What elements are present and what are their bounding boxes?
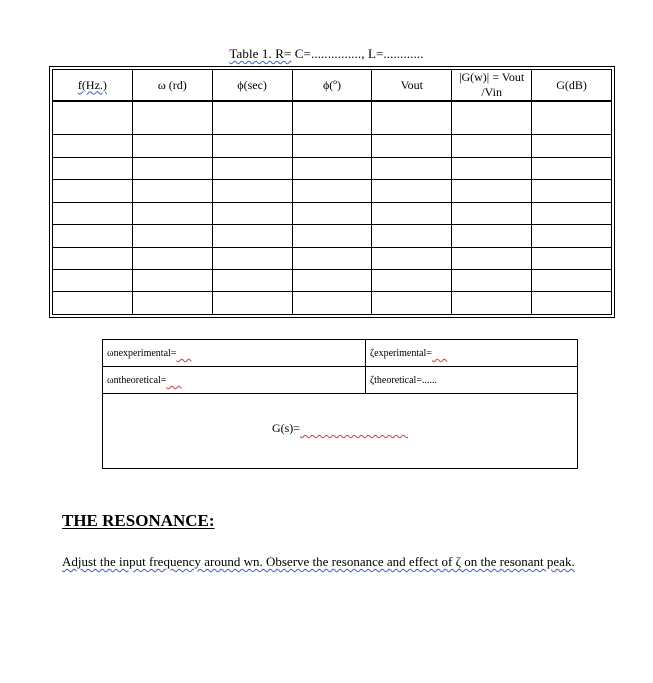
table-cell[interactable] bbox=[372, 101, 452, 135]
wn-theoretical-label: ωntheoretical= bbox=[107, 375, 167, 386]
results-box bbox=[102, 339, 578, 469]
table-cell[interactable] bbox=[292, 247, 372, 269]
table-row bbox=[53, 225, 612, 247]
table-cell[interactable] bbox=[132, 101, 212, 135]
table-cell[interactable] bbox=[452, 247, 532, 269]
table-cell[interactable] bbox=[212, 157, 292, 179]
header-omega: ω (rd) bbox=[132, 70, 212, 102]
table-cell[interactable] bbox=[212, 180, 292, 202]
table-cell[interactable] bbox=[132, 270, 212, 292]
table-cell[interactable] bbox=[212, 135, 292, 157]
table-cell[interactable] bbox=[292, 101, 372, 135]
zeta-theoretical-cell[interactable] bbox=[366, 367, 579, 393]
zeta-theoretical-label: ζtheoretical=...... bbox=[370, 375, 437, 386]
table-cell[interactable] bbox=[212, 202, 292, 224]
section-title: THE RESONANCE: bbox=[62, 511, 215, 530]
table-cell[interactable] bbox=[452, 157, 532, 179]
table-cell[interactable] bbox=[53, 101, 133, 135]
table-cell[interactable] bbox=[452, 202, 532, 224]
table-cell[interactable] bbox=[132, 180, 212, 202]
table-cell[interactable] bbox=[532, 180, 612, 202]
table-row bbox=[53, 135, 612, 157]
table-cell[interactable] bbox=[53, 135, 133, 157]
table-row bbox=[53, 247, 612, 269]
wn-experimental-cell[interactable] bbox=[103, 340, 366, 366]
table-cell[interactable] bbox=[372, 180, 452, 202]
table-cell[interactable] bbox=[372, 157, 452, 179]
table-cell[interactable] bbox=[132, 292, 212, 315]
table-cell[interactable] bbox=[372, 202, 452, 224]
table-cell[interactable] bbox=[532, 292, 612, 315]
table-cell[interactable] bbox=[53, 292, 133, 315]
table-cell[interactable] bbox=[292, 180, 372, 202]
table-cell[interactable] bbox=[212, 270, 292, 292]
header-phase-sec: ϕ(sec) bbox=[212, 70, 292, 102]
table-cell[interactable] bbox=[53, 270, 133, 292]
table-cell[interactable] bbox=[292, 202, 372, 224]
header-gain-db: G(dB) bbox=[532, 70, 612, 102]
table-cell[interactable] bbox=[53, 180, 133, 202]
table-cell[interactable] bbox=[452, 135, 532, 157]
table-cell[interactable] bbox=[132, 202, 212, 224]
table-cell[interactable] bbox=[372, 135, 452, 157]
table-cell[interactable] bbox=[292, 157, 372, 179]
table-cell[interactable] bbox=[212, 101, 292, 135]
results-row-theoretical bbox=[103, 367, 577, 394]
header-phase-deg: ϕ(º) bbox=[292, 70, 372, 102]
table-cell[interactable] bbox=[372, 247, 452, 269]
table-cell[interactable] bbox=[292, 292, 372, 315]
table-cell[interactable] bbox=[212, 225, 292, 247]
table-body bbox=[53, 101, 612, 315]
resonance-instruction: Adjust the input frequency around wn. Observe the resonance and effect of ζ on the resonant peak. bbox=[62, 554, 575, 569]
caption-c-label: C=..............., bbox=[294, 46, 365, 61]
table-cell[interactable] bbox=[292, 135, 372, 157]
table-caption bbox=[0, 46, 653, 62]
table-cell[interactable] bbox=[53, 247, 133, 269]
table-cell[interactable] bbox=[452, 292, 532, 315]
table-cell[interactable] bbox=[53, 225, 133, 247]
table-cell[interactable] bbox=[532, 157, 612, 179]
table-cell[interactable] bbox=[532, 225, 612, 247]
transfer-function-label: G(s)= bbox=[271, 421, 301, 435]
wn-theoretical-cell[interactable] bbox=[103, 367, 366, 393]
caption-prefix: Table 1. R= bbox=[229, 46, 292, 61]
table-cell[interactable] bbox=[532, 270, 612, 292]
zeta-experimental-cell[interactable] bbox=[366, 340, 579, 366]
table-row bbox=[53, 101, 612, 135]
table-cell[interactable] bbox=[372, 225, 452, 247]
header-frequency: f(Hz.) bbox=[53, 70, 133, 102]
table-cell[interactable] bbox=[452, 225, 532, 247]
table-row bbox=[53, 202, 612, 224]
table-cell[interactable] bbox=[132, 247, 212, 269]
table-cell[interactable] bbox=[532, 101, 612, 135]
table-row bbox=[53, 180, 612, 202]
transfer-function-field[interactable] bbox=[103, 421, 577, 436]
header-vout: Vout bbox=[372, 70, 452, 102]
table-cell[interactable] bbox=[532, 202, 612, 224]
table-cell[interactable] bbox=[212, 292, 292, 315]
table-cell[interactable] bbox=[452, 270, 532, 292]
measurement-table bbox=[52, 69, 612, 315]
results-row-experimental bbox=[103, 340, 577, 367]
table-cell[interactable] bbox=[532, 247, 612, 269]
table-cell[interactable] bbox=[452, 180, 532, 202]
table-cell[interactable] bbox=[292, 270, 372, 292]
table-row bbox=[53, 270, 612, 292]
table-cell[interactable] bbox=[132, 157, 212, 179]
table-cell[interactable] bbox=[452, 101, 532, 135]
table-header-row bbox=[53, 70, 612, 102]
table-cell[interactable] bbox=[53, 202, 133, 224]
table-cell[interactable] bbox=[132, 135, 212, 157]
table-cell[interactable] bbox=[53, 157, 133, 179]
header-gain-magnitude: |G(w)| = Vout /Vin bbox=[452, 70, 532, 102]
table-cell[interactable] bbox=[212, 247, 292, 269]
table-cell[interactable] bbox=[132, 225, 212, 247]
zeta-experimental-label: ζexperimental= bbox=[370, 348, 432, 359]
table-row bbox=[53, 292, 612, 315]
table-cell[interactable] bbox=[292, 225, 372, 247]
wn-experimental-label: ωnexperimental= bbox=[107, 348, 177, 359]
table-cell[interactable] bbox=[532, 135, 612, 157]
table-cell[interactable] bbox=[372, 292, 452, 315]
table-cell[interactable] bbox=[372, 270, 452, 292]
caption-l-label: L=............ bbox=[367, 46, 424, 61]
table-row bbox=[53, 157, 612, 179]
